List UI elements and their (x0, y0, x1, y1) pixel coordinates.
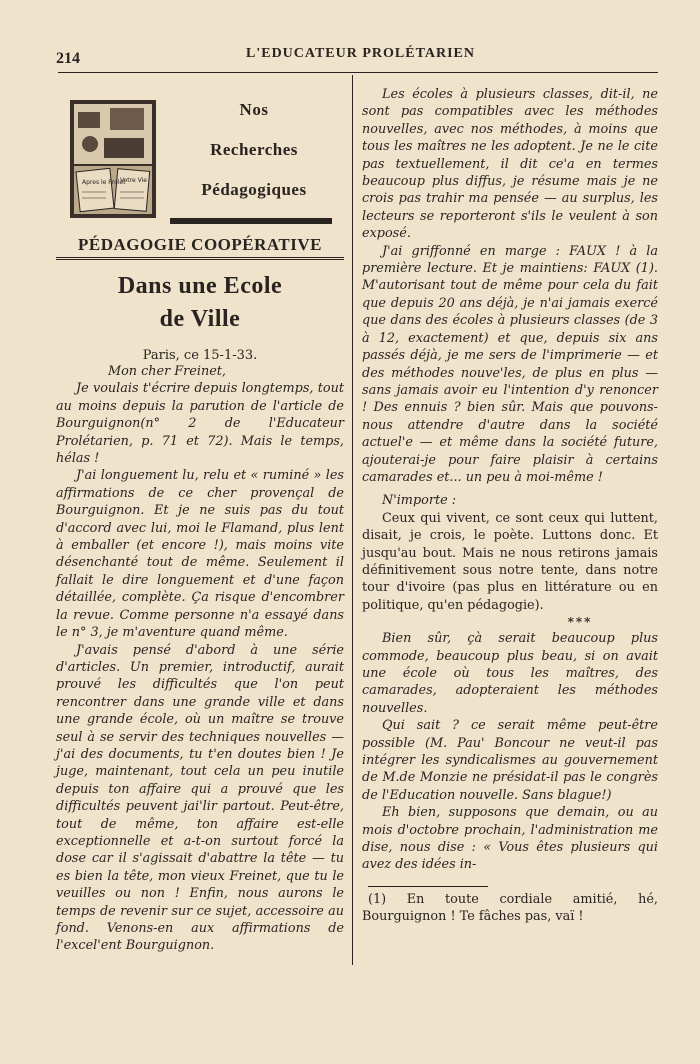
rubric-line-1: Nos (239, 100, 269, 119)
aside-line: N'importe : (382, 493, 457, 509)
section-banner (56, 90, 344, 225)
rubric-title (164, 90, 344, 210)
dateline: Paris, ce 15-1-33. (142, 348, 258, 363)
body-paragraph: J'ai griffonné en marge : FAUX ! à la première lecture. Et je maintiens: FAUX (1). M'autorisant tout de même pour cela du fait que depuis 20 ans déjà, je n'ai jamais exercé que dans des écoles à plusieurs classes (de 3 à 12, exactement) et que, depuis six ans passés déjà, je me sers de l'imprimerie — et des méthodes nouve'les, de plus en plus — sans jamais avoir eu l'intention d'y renoncer ! Des ennuis ? bien sûr. Mais que pouvons-nous attendre d'autre dans la société actuel'e — et même dans la société future, ajouterai-je pour faire plaisir à certains camarades et... un peu à moi-même ! (362, 243, 658, 485)
right-column (362, 86, 658, 926)
school-vignette-illustration (70, 100, 156, 218)
footnote: (1) En toute cordiale amitié, hé, Bourguignon ! Te fâches pas, vaï ! (362, 891, 658, 925)
body-paragraph: Qui sait ? ce serait même peut-être possible (M. Pau' Boncour ne veut-il pas intégrer les syndicalismes au gouvernement de M.de Monzie ne présidat-il pas le congrès de l'Education nouvelle. Sans blague!) (362, 718, 658, 803)
page-number: 214 (56, 50, 80, 67)
vignette-text-left: Apres le Prolet (82, 179, 126, 186)
banner-rule (170, 218, 332, 224)
section-break-stars: *** (567, 615, 593, 630)
body-paragraph: J'avais pensé d'abord à une série d'articles. Un premier, introductif, aurait prouvé les difficultés que l'on peut rencontrer dans une grande ville et dans une grande école, où un maître se trouve seul à se servir des techniques nouvelles — j'ai des documents, tu t'en doutes bien ! Je juge, maintenant, tout cela un peu inutile depuis ton affaire qui a prouvé que les difficultés peuvent jai'lir partout. Peut-être, tout de même, ton affaire est-elle exceptionnelle et a-t-on surtout forcé la dose car il s'agissait d'abattre la tête — tu es bien la tête, mon vieux Freinet, que tu le veuilles ou non ! Enfin, nous aurons le temps de revenir sur ce sujet, accessoire au fond. Venons-en aux affirmations de l'excel'ent Bourguignon. (56, 642, 344, 954)
body-paragraph: J'ai longuement lu, relu et « ruminé » les affirmations de ce cher provençal de Bourguignon. Et je ne suis pas du tout d'accord avec lui, moi le Flamand, plus lent à emballer (et encore !), mais moins vite désenchanté tout de même. Seulement il fallait le dire longuement et d'une façon détaillée, complète. Ça risque d'encombrer la revue. Comme personne n'a essayé dans le n° 3, je m'aventure quand même. (56, 468, 344, 641)
vignette-text-right: Votre Vie (120, 177, 147, 184)
section-title: PÉDAGOGIE COOPÉRATIVE (56, 235, 344, 260)
body-paragraph: Ceux qui vivent, ce sont ceux qui luttent, disait, je crois, le poète. Luttons donc. Et jusqu'au bout. Mais ne nous retirons jamais définitivement sous notre tente, dans notre tour d'ivoire (pas plus en littérature ou en politique, qu'en pédagogie). (362, 510, 658, 613)
body-paragraph: Eh bien, supposons que demain, ou au mois d'octobre prochain, l'administration me dise, nous dise : « Vous êtes plusieurs qui avez des idées in- (362, 805, 658, 873)
footnote-rule (368, 886, 488, 887)
salutation: Mon cher Freinet, (108, 364, 226, 379)
body-paragraph: Les écoles à plusieurs classes, dit-il, ne sont pas compatibles avec les méthodes nouvelles, avec nos méthodes, à moins que tous les maîtres ne les adoptent. Je ne le cite pas textuellement, il dit ce'a en termes beaucoup plus diffus, je résume mais je ne crois pas trahir ma pensée — au surplus, les lecteurs se reporteront s'ils le veulent à son exposé. (362, 87, 658, 242)
body-paragraph: Je voulais t'écrire depuis longtemps, tout au moins depuis la parution de l'article de Bourguignon(n° 2 de l'Educateur Prolétarien, p. 71 et 72). Mais le temps, hélas ! (56, 381, 344, 467)
article-title-line-2: de Ville (159, 306, 241, 332)
article-title-line-1: Dans une Ecole (117, 273, 283, 299)
left-column (56, 90, 344, 955)
running-header: L'EDUCATEUR PROLÉTARIEN (246, 46, 476, 61)
header-rule (58, 72, 658, 73)
article-title (56, 270, 344, 336)
column-rule (352, 75, 353, 965)
rubric-line-2: Recherches (210, 140, 298, 159)
body-paragraph: Bien sûr, çà serait beaucoup plus commode, beaucoup plus beau, si on avait une école où tous les maîtres, des camarades, adopteraient les méthodes nouvelles. (362, 631, 658, 716)
rubric-line-3: Pédagogiques (201, 180, 307, 199)
